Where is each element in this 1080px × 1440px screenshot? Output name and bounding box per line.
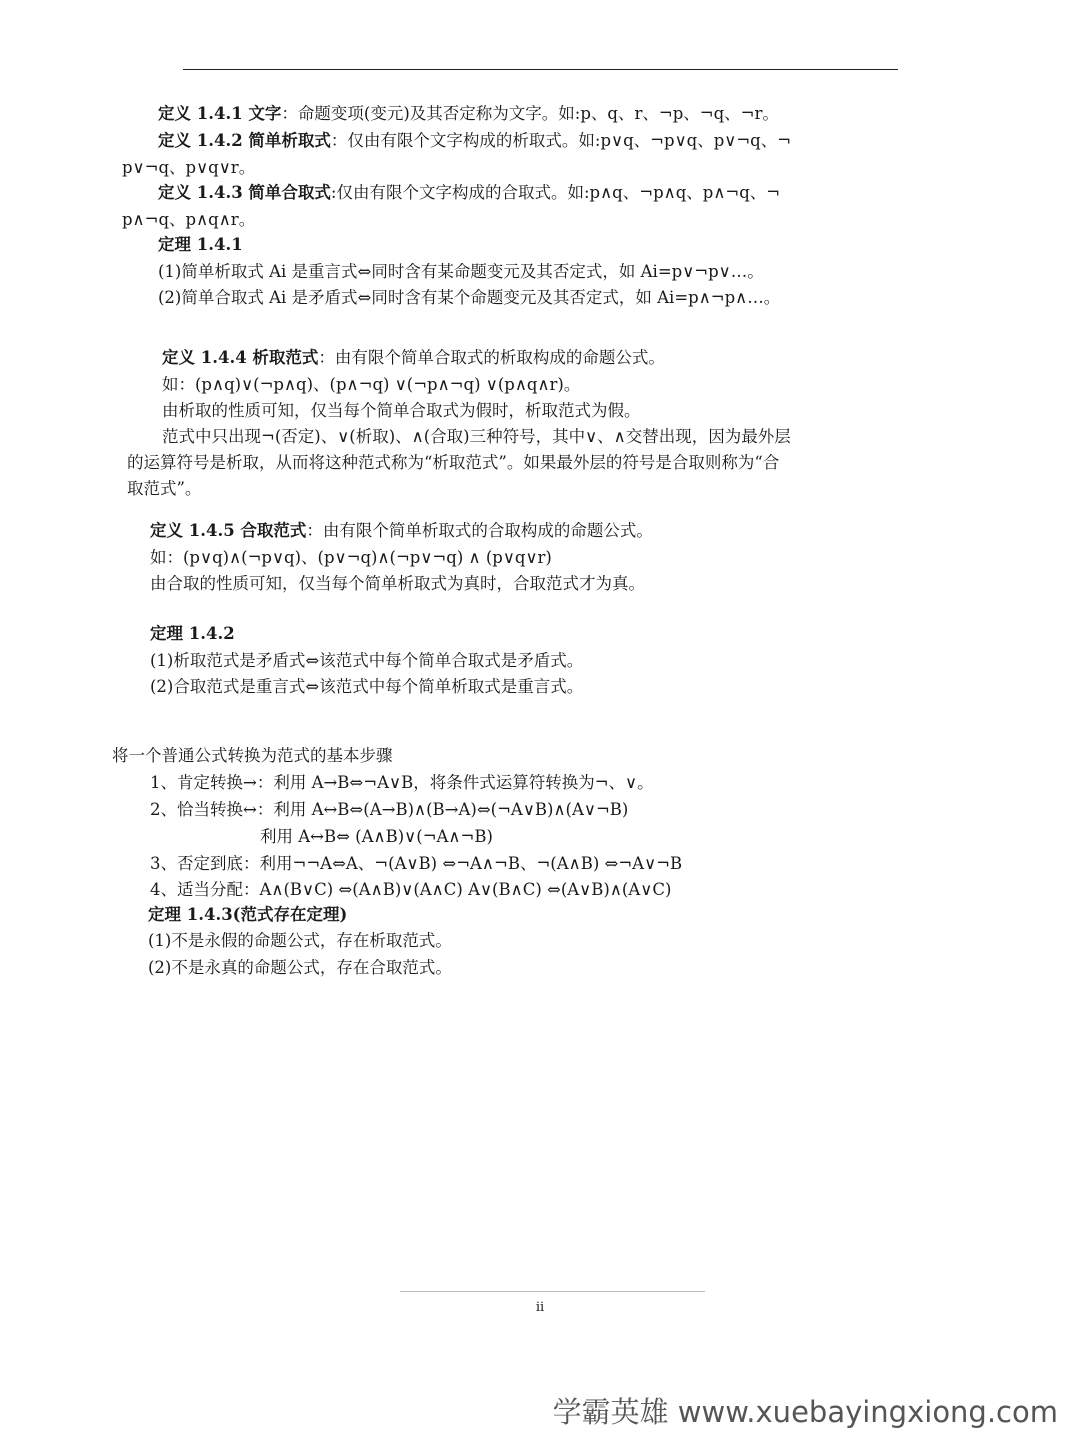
step-1: 1、肯定转换→：利用 A→B⇔¬A∨B，将条件式运算符转换为¬、∨。 <box>150 773 654 792</box>
definition-1-4-3-cont: p∧¬q、p∧q∧r。 <box>122 210 256 229</box>
site-watermark: 学霸英雄 www.xuebayingxiong.com <box>552 1395 1058 1429</box>
definition-1-4-5-property: 由合取的性质可知，仅当每个简单析取式为真时，合取范式才为真。 <box>150 574 645 593</box>
definition-1-4-5-example: 如：(p∨q)∧(¬p∨q)、(p∨¬q)∧(¬p∨¬q) ∧ (p∨q∨r) <box>150 548 552 567</box>
page-number: ii <box>535 1300 545 1315</box>
definition-1-4-2-cont: p∨¬q、p∨q∨r。 <box>122 158 256 177</box>
definition-1-4-4-example: 如：(p∧q)∨(¬p∧q)、(p∧¬q) ∨(¬p∧¬q) ∨(p∧q∧r)。 <box>162 375 581 394</box>
theorem-1-4-3-item-1: (1)不是永假的命题公式，存在析取范式。 <box>148 931 452 950</box>
steps-heading: 将一个普通公式转换为范式的基本步骤 <box>112 746 393 765</box>
step-3: 3、否定到底：利用¬¬A⇔A、¬(A∨B) ⇔¬A∧¬B、¬(A∧B) ⇔¬A∨¬B <box>150 854 683 873</box>
step-4: 4、适当分配：A∧(B∨C) ⇔(A∧B)∨(A∧C) A∨(B∧C) ⇔(A∨B)∧(A∨C) <box>150 880 672 899</box>
theorem-1-4-1-item-2: (2)简单合取式 Ai 是矛盾式⇔同时含有某个命题变元及其否定式，如 Ai=p∧¬p∧…。 <box>158 288 781 307</box>
theorem-1-4-2-item-2: (2)合取范式是重言式⇔该范式中每个简单析取式是重言式。 <box>150 677 584 696</box>
definition-1-4-4-property: 由析取的性质可知，仅当每个简单合取式为假时，析取范式为假。 <box>162 401 641 420</box>
step-2-alt: 利用 A↔B⇔ (A∧B)∨(¬A∧¬B) <box>260 827 493 846</box>
paragraph-line-1: 范式中只出现¬(否定)、∨(析取)、∧(合取)三种符号，其中∨、∧交替出现，因为最外层 <box>162 427 791 446</box>
theorem-1-4-3-title: 定理 1.4.3(范式存在定理) <box>148 905 348 924</box>
footer-rule <box>400 1291 705 1292</box>
theorem-1-4-3-item-2: (2)不是永真的命题公式，存在合取范式。 <box>148 958 452 977</box>
definition-1-4-3: 定义 1.4.3 简单合取式:仅由有限个文字构成的合取式。如:p∧q、¬p∧q、p∧¬q、¬ <box>158 183 781 202</box>
definition-1-4-4: 定义 1.4.4 析取范式：由有限个简单合取式的析取构成的命题公式。 <box>162 348 665 367</box>
definition-1-4-2: 定义 1.4.2 简单析取式：仅由有限个文字构成的析取式。如:p∨q、¬p∨q、p∨¬q、¬ <box>158 131 792 150</box>
theorem-1-4-1-title: 定理 1.4.1 <box>158 235 243 254</box>
paragraph-line-3: 取范式”。 <box>127 479 202 498</box>
paragraph-line-2: 的运算符号是析取，从而将这种范式称为“析取范式”。如果最外层的符号是合取则称为“合 <box>127 453 780 472</box>
definition-1-4-1: 定义 1.4.1 文字：命题变项(变元)及其否定称为文字。如:p、q、r、¬p、¬q、¬r。 <box>158 104 779 123</box>
theorem-1-4-2-item-1: (1)析取范式是矛盾式⇔该范式中每个简单合取式是矛盾式。 <box>150 651 584 670</box>
header-rule <box>183 69 898 70</box>
step-2: 2、恰当转换↔：利用 A↔B⇔(A→B)∧(B→A)⇔(¬A∨B)∧(A∨¬B) <box>150 800 629 819</box>
definition-1-4-5: 定义 1.4.5 合取范式：由有限个简单析取式的合取构成的命题公式。 <box>150 521 653 540</box>
theorem-1-4-1-item-1: (1)简单析取式 Ai 是重言式⇔同时含有某命题变元及其否定式，如 Ai=p∨¬p∨…。 <box>158 262 764 281</box>
theorem-1-4-2-title: 定理 1.4.2 <box>150 624 235 643</box>
